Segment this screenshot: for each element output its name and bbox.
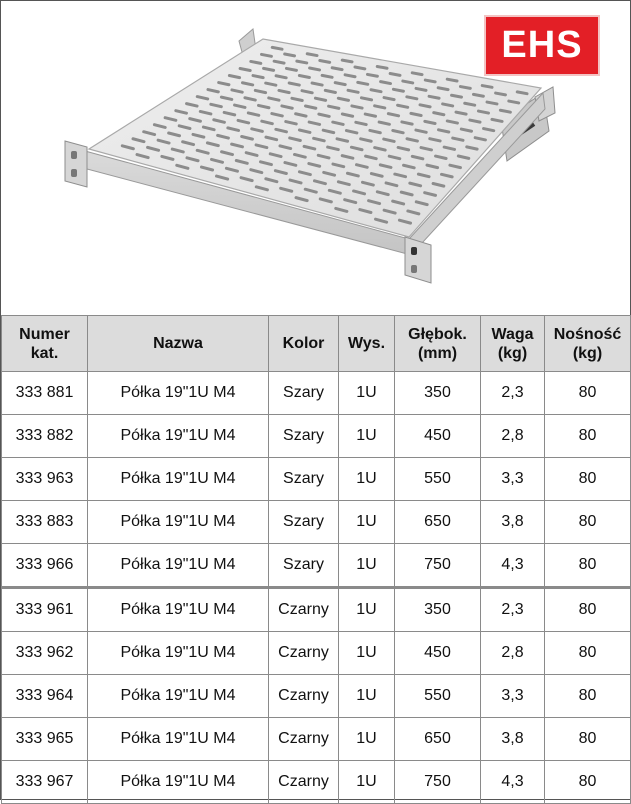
cell-color: Czarny (269, 718, 339, 761)
cell-catalog-number: 333 966 (2, 544, 88, 588)
header-name (88, 316, 269, 372)
header-label: Waga (491, 325, 534, 343)
cell-depth: 550 (395, 458, 481, 501)
cell-depth: 450 (395, 632, 481, 675)
table-row (2, 675, 631, 718)
cell-height: 1U (339, 544, 395, 588)
table-row (2, 761, 631, 804)
table-row (2, 588, 631, 632)
table-header-row (2, 316, 631, 372)
cell-height: 1U (339, 632, 395, 675)
cell-name: Półka 19"1U M4 (88, 501, 269, 544)
cell-height: 1U (339, 761, 395, 804)
product-spec-table (1, 315, 631, 804)
cell-load-capacity: 80 (545, 675, 631, 718)
cell-name: Półka 19"1U M4 (88, 458, 269, 501)
cell-depth: 350 (395, 372, 481, 415)
cell-depth: 650 (395, 718, 481, 761)
table-row (2, 718, 631, 761)
cell-height: 1U (339, 501, 395, 544)
cell-weight: 2,8 (481, 415, 545, 458)
cell-load-capacity: 80 (545, 761, 631, 804)
table-row (2, 501, 631, 544)
cell-weight: 3,8 (481, 501, 545, 544)
cell-catalog-number: 333 883 (2, 501, 88, 544)
cell-depth: 350 (395, 588, 481, 632)
cell-weight: 3,8 (481, 718, 545, 761)
cell-weight: 2,3 (481, 588, 545, 632)
cell-name: Półka 19"1U M4 (88, 675, 269, 718)
cell-color: Szary (269, 372, 339, 415)
cell-color: Szary (269, 501, 339, 544)
header-unit: (kg) (497, 344, 528, 362)
cell-load-capacity: 80 (545, 458, 631, 501)
cell-name: Półka 19"1U M4 (88, 415, 269, 458)
cell-weight: 4,3 (481, 544, 545, 588)
header-height (339, 316, 395, 372)
cell-load-capacity: 80 (545, 632, 631, 675)
cell-catalog-number: 333 962 (2, 632, 88, 675)
header-unit: (kg) (572, 344, 603, 362)
table-body (2, 372, 631, 804)
cell-load-capacity: 80 (545, 588, 631, 632)
table-row (2, 544, 631, 588)
cell-catalog-number: 333 967 (2, 761, 88, 804)
cell-name: Półka 19"1U M4 (88, 544, 269, 588)
table-row (2, 415, 631, 458)
cell-height: 1U (339, 458, 395, 501)
cell-name: Półka 19"1U M4 (88, 718, 269, 761)
cell-load-capacity: 80 (545, 372, 631, 415)
cell-catalog-number: 333 963 (2, 458, 88, 501)
cell-load-capacity: 80 (545, 544, 631, 588)
cell-load-capacity: 80 (545, 718, 631, 761)
cell-height: 1U (339, 372, 395, 415)
cell-weight: 2,3 (481, 372, 545, 415)
cell-weight: 3,3 (481, 458, 545, 501)
table-row (2, 372, 631, 415)
cell-color: Szary (269, 544, 339, 588)
cell-height: 1U (339, 718, 395, 761)
cell-color: Czarny (269, 632, 339, 675)
cell-height: 1U (339, 588, 395, 632)
cell-name: Półka 19"1U M4 (88, 372, 269, 415)
cell-height: 1U (339, 415, 395, 458)
cell-color: Szary (269, 458, 339, 501)
cell-catalog-number: 333 964 (2, 675, 88, 718)
table-row (2, 458, 631, 501)
cell-color: Szary (269, 415, 339, 458)
header-label: Kolor (282, 335, 325, 352)
cell-weight: 4,3 (481, 761, 545, 804)
cell-name: Półka 19"1U M4 (88, 588, 269, 632)
cell-name: Półka 19"1U M4 (88, 632, 269, 675)
cell-depth: 650 (395, 501, 481, 544)
header-label: Nazwa (153, 335, 203, 352)
cell-weight: 3,3 (481, 675, 545, 718)
cell-load-capacity: 80 (545, 501, 631, 544)
cell-color: Czarny (269, 761, 339, 804)
table-row (2, 632, 631, 675)
header-label: Głębok. (408, 325, 467, 343)
header-label: Nośność (553, 325, 622, 343)
cell-depth: 750 (395, 761, 481, 804)
cell-catalog-number: 333 965 (2, 718, 88, 761)
cell-height: 1U (339, 675, 395, 718)
cell-weight: 2,8 (481, 632, 545, 675)
ehs-logo: EHS (486, 17, 598, 74)
cell-depth: 750 (395, 544, 481, 588)
header-weight (481, 316, 545, 372)
cell-load-capacity: 80 (545, 415, 631, 458)
cell-catalog-number: 333 961 (2, 588, 88, 632)
header-unit: (mm) (417, 344, 458, 362)
cell-depth: 550 (395, 675, 481, 718)
header-color (269, 316, 339, 372)
header-catalog-number (2, 316, 88, 372)
header-unit: kat. (30, 344, 59, 362)
cell-depth: 450 (395, 415, 481, 458)
header-load-capacity (545, 316, 631, 372)
cell-color: Czarny (269, 588, 339, 632)
header-label: Numer (19, 325, 70, 343)
cell-name: Półka 19"1U M4 (88, 761, 269, 804)
cell-catalog-number: 333 881 (2, 372, 88, 415)
cell-catalog-number: 333 882 (2, 415, 88, 458)
header-depth (395, 316, 481, 372)
cell-color: Czarny (269, 675, 339, 718)
header-label: Wys. (347, 335, 386, 352)
